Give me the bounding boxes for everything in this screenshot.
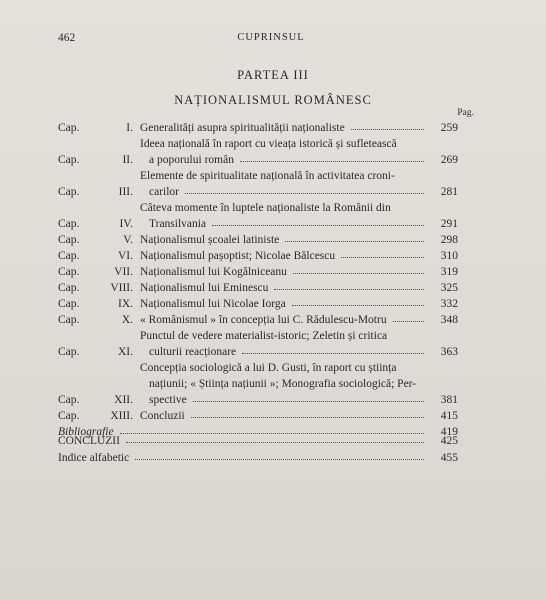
chapter-title-text: Concepția sociologică a lui D. Gusti, în raport cu știința	[140, 362, 397, 374]
toc-entry	[58, 294, 458, 310]
page-ref: 269	[440, 154, 458, 166]
chapter-title-text: Ideea națională în raport cu vieața istorică și sufletească	[140, 138, 397, 150]
toc-entry	[58, 134, 458, 166]
chapter-title-text: Punctul de vedere materialist-istoric; Zeletin și critica	[140, 330, 388, 342]
end-entry-line	[58, 447, 430, 464]
chapter-title	[140, 358, 430, 406]
chapter-title-line	[140, 118, 430, 134]
end-entry	[58, 447, 458, 464]
chapter-title-text: culturii reacționare	[149, 346, 237, 358]
chapter-title-line	[140, 182, 430, 198]
dot-leader	[285, 241, 424, 242]
page-ref: 259	[440, 122, 458, 134]
dot-leader	[191, 417, 424, 418]
dot-leader	[185, 193, 424, 194]
page-ref: 415	[440, 410, 458, 422]
dot-leader	[341, 257, 424, 258]
chapter-title-text: Concluzii	[140, 410, 185, 422]
chapter-title-text: carilor	[149, 186, 180, 198]
page-ref: 310	[440, 250, 458, 262]
end-entry-line	[58, 430, 430, 447]
chapter-prefix: Cap.	[58, 314, 80, 326]
chapter-prefix: Cap.	[58, 410, 80, 422]
table-of-contents	[58, 118, 458, 438]
chapter-title	[140, 406, 430, 422]
chapter-title-text: « Românismul » în concepția lui C. Rădulescu-Motru	[140, 314, 387, 326]
chapter-title-line	[140, 326, 430, 342]
chapter-prefix: Cap.	[58, 266, 80, 278]
dot-leader	[126, 442, 424, 443]
dot-leader	[240, 161, 424, 162]
toc-entry	[58, 406, 458, 422]
chapter-title-text: Elemente de spiritualitate națională în activitatea croni-	[140, 170, 395, 182]
chapter-title	[140, 118, 430, 134]
chapter-title-text: Naționalismul lui Eminescu	[140, 282, 269, 294]
dot-leader	[193, 401, 424, 402]
chapter-number: VI.	[117, 250, 133, 262]
page-ref: 381	[440, 394, 458, 406]
end-items	[58, 430, 458, 464]
page-number: 462	[58, 32, 76, 44]
chapter-prefix: Cap.	[58, 346, 80, 358]
dot-leader	[135, 459, 424, 460]
dot-leader	[292, 305, 424, 306]
toc-entry	[58, 198, 458, 230]
chapter-title-text: Generalități asupra spiritualității naționaliste	[140, 122, 345, 134]
running-title: CUPRINSUL	[237, 32, 305, 43]
chapter-title-text: a poporului român	[149, 154, 234, 166]
chapter-title	[140, 166, 430, 198]
page-ref: 455	[440, 452, 458, 464]
toc-entry	[58, 230, 458, 246]
dot-leader	[274, 289, 424, 290]
chapter-title	[140, 246, 430, 262]
chapter-number: II.	[122, 154, 133, 166]
chapter-prefix: Cap.	[58, 122, 80, 134]
chapter-title	[140, 230, 430, 246]
dot-leader	[393, 321, 424, 322]
bibliography-label: Bibliografie	[58, 426, 114, 438]
pag-label: Pag.	[457, 108, 474, 118]
chapter-number: XII.	[114, 394, 133, 406]
chapter-prefix: Cap.	[58, 218, 80, 230]
dot-leader	[293, 273, 424, 274]
chapter-title-line	[140, 214, 430, 230]
chapter-title-text: Naționalismul pașoptist; Nicolae Bălcescu	[140, 250, 336, 262]
end-entry-title	[58, 447, 430, 464]
chapter-title-line	[140, 374, 430, 390]
dot-leader	[212, 225, 424, 226]
chapter-title-line	[140, 150, 430, 166]
toc-entry	[58, 358, 458, 406]
chapter-title-text: Transilvania	[149, 218, 207, 230]
page-ref: 363	[440, 346, 458, 358]
chapter-title-line	[140, 390, 430, 406]
toc-entry	[58, 246, 458, 262]
chapter-title-line	[140, 166, 430, 182]
chapter-title	[140, 326, 430, 358]
chapter-title-text: națiunii; « Știința națiunii »; Monografia sociologică; Per-	[149, 378, 417, 390]
chapter-prefix: Cap.	[58, 234, 80, 246]
chapter-title	[140, 310, 430, 326]
page-header	[58, 32, 484, 48]
page-ref: 281	[440, 186, 458, 198]
chapter-number: VIII.	[110, 282, 133, 294]
chapter-number: XI.	[117, 346, 133, 358]
end-entry	[58, 430, 458, 447]
chapter-prefix: Cap.	[58, 186, 80, 198]
chapter-title-line	[140, 134, 430, 150]
toc-entry	[58, 118, 458, 134]
chapter-title-text: spective	[149, 394, 187, 406]
chapter-prefix: Cap.	[58, 298, 80, 310]
chapter-title-line	[140, 230, 430, 246]
chapter-title-text: Naționalismul școalei latiniste	[140, 234, 280, 246]
chapter-title-line	[140, 406, 430, 422]
chapter-number: I.	[126, 122, 133, 134]
chapter-title-line	[140, 358, 430, 374]
page-ref: 419	[440, 426, 458, 438]
part-title: PARTEA III	[237, 68, 309, 82]
chapter-number: IX.	[117, 298, 133, 310]
chapter-prefix: Cap.	[58, 282, 80, 294]
toc-entry	[58, 310, 458, 326]
page-ref: 332	[440, 298, 458, 310]
chapter-number: XIII.	[110, 410, 133, 422]
chapter-title	[140, 134, 430, 166]
dot-leader	[351, 129, 424, 130]
chapter-title-line	[140, 310, 430, 326]
chapter-title-line	[140, 198, 430, 214]
chapter-number: III.	[118, 186, 133, 198]
toc-entry	[58, 166, 458, 198]
end-entry-label: CONCLUZII	[58, 435, 120, 447]
chapter-number: X.	[121, 314, 133, 326]
page-ref: 425	[440, 435, 458, 447]
section-title: NAȚIONALISMUL ROMÂNESC	[174, 93, 372, 107]
chapter-title-line	[140, 246, 430, 262]
chapter-prefix: Cap.	[58, 250, 80, 262]
chapter-title-text: Câteva momente în luptele naționaliste la Românii din	[140, 202, 391, 214]
page-ref: 298	[440, 234, 458, 246]
chapter-number: V.	[123, 234, 133, 246]
toc-entry	[58, 278, 458, 294]
chapter-title-line	[140, 278, 430, 294]
page-ref: 325	[440, 282, 458, 294]
chapter-title	[140, 262, 430, 278]
chapter-title-line	[140, 262, 430, 278]
chapter-title-line	[140, 342, 430, 358]
chapter-number: IV.	[119, 218, 133, 230]
chapter-title	[140, 294, 430, 310]
chapter-title-line	[140, 294, 430, 310]
toc-entry	[58, 262, 458, 278]
chapter-title	[140, 198, 430, 230]
chapter-prefix: Cap.	[58, 394, 80, 406]
chapter-title-text: Naționalismul lui Nicolae Iorga	[140, 298, 286, 310]
chapter-number: VII.	[114, 266, 133, 278]
toc-entry	[58, 326, 458, 358]
chapter-title-text: Naționalismul lui Kogălniceanu	[140, 266, 287, 278]
page-ref: 348	[440, 314, 458, 326]
page-ref: 319	[440, 266, 458, 278]
end-entry-title	[58, 430, 430, 447]
end-entry-label: Indice alfabetic	[58, 452, 130, 464]
chapter-prefix: Cap.	[58, 154, 80, 166]
page-ref: 291	[440, 218, 458, 230]
chapter-title	[140, 278, 430, 294]
dot-leader	[242, 353, 424, 354]
